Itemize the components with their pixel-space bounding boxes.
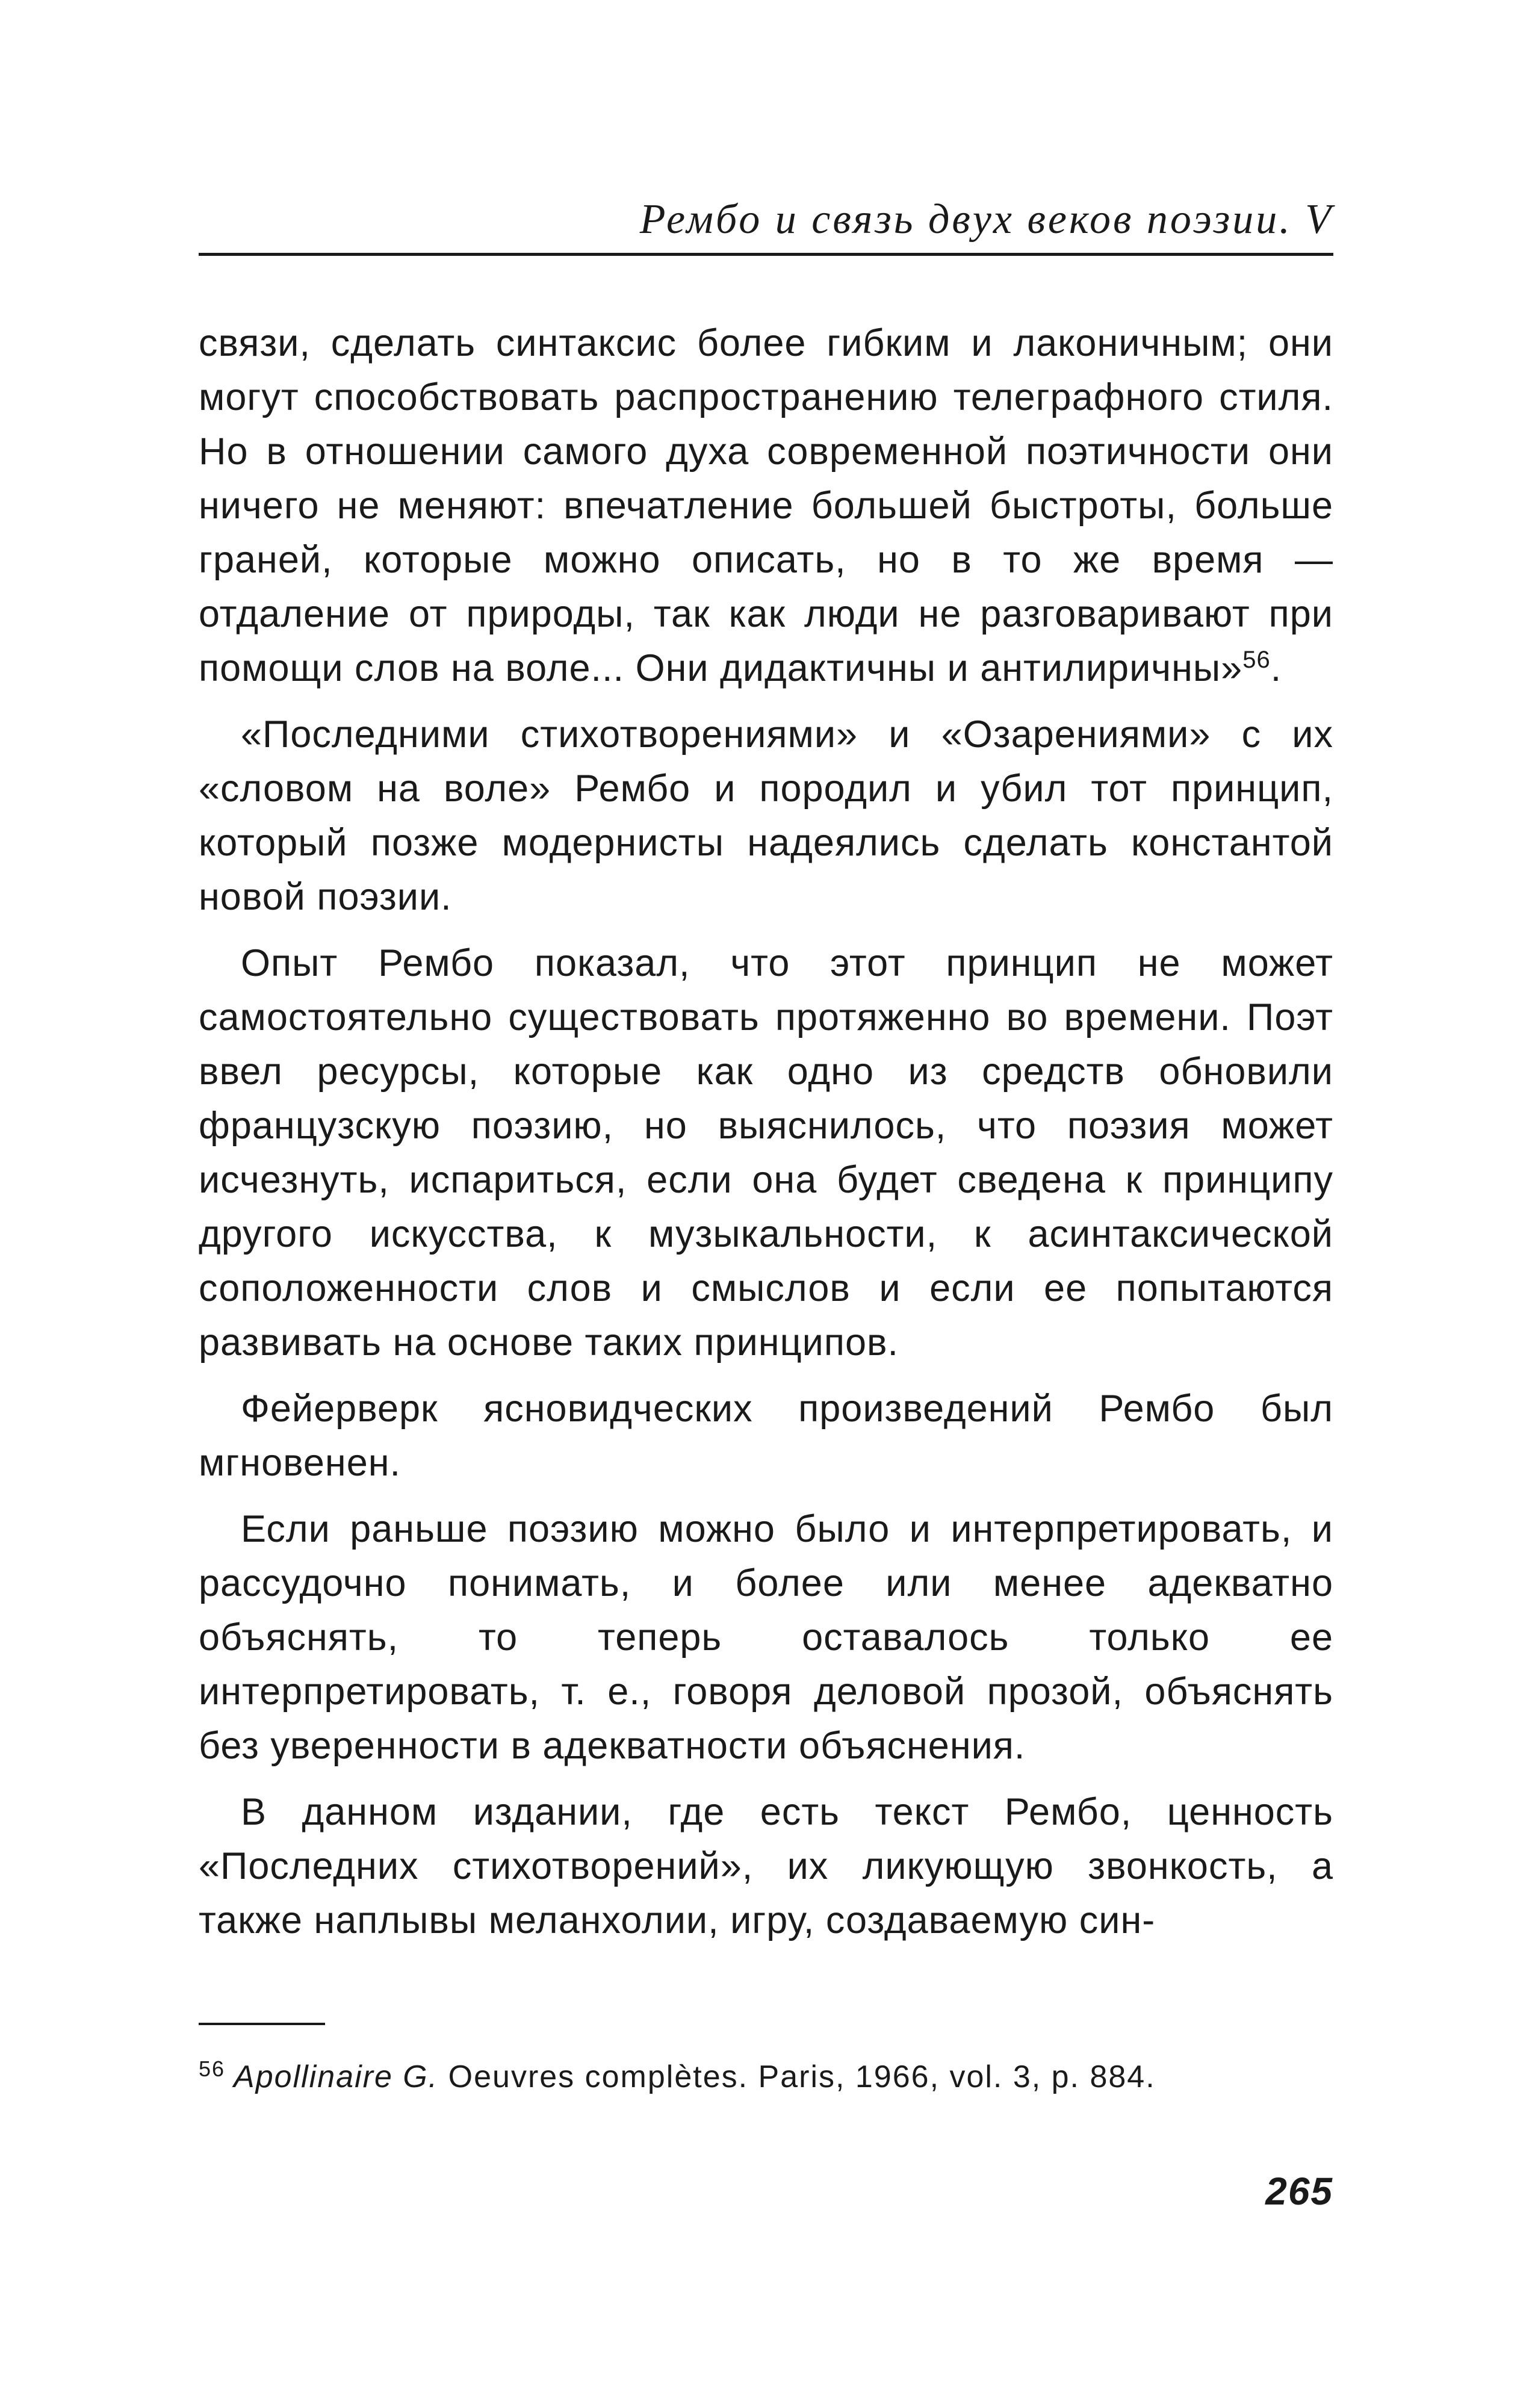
page-number: 265 bbox=[1265, 2170, 1333, 2213]
footnote-author: Apollinaire G. bbox=[234, 2059, 439, 2094]
paragraph-text: Если раньше поэзию можно было и интерпретировать, и рассудочно понимать, и более или менее адекватно объяснять, то теперь оставалось только ее интерпретировать, т. е., говоря деловой прозой, объяснять без уверенности в адекватности объяснения. bbox=[199, 1508, 1333, 1767]
footnote-number: 56 bbox=[199, 2056, 226, 2081]
footnote-citation: Oeuvres complètes. Paris, 1966, vol. 3, p. 884. bbox=[448, 2059, 1156, 2094]
running-title: Рембо и связь двух веков поэзии. V bbox=[639, 196, 1333, 243]
paragraph bbox=[199, 1502, 1333, 1773]
paragraph bbox=[199, 1785, 1333, 1947]
paragraph-text: В данном издании, где есть текст Рембо, ценность «Последних стихотворений», их ликующую звонкость, а также наплывы меланхолии, игру, создаваемую син- bbox=[199, 1791, 1333, 1941]
paragraph bbox=[199, 707, 1333, 924]
footnote bbox=[199, 2056, 1333, 2098]
paragraph-text: «Последними стихотворениями» и «Озарениями» с их «словом на воле» Рембо и породил и убил тот принцип, который позже модернисты надеялись сделать константой новой поэзии. bbox=[199, 713, 1333, 918]
paragraph bbox=[199, 1382, 1333, 1490]
paragraph-text: Фейерверк ясновидческих произведений Рембо был мгновенен. bbox=[199, 1388, 1333, 1484]
footnote-reference: 56 bbox=[1242, 647, 1271, 673]
paragraph-text: Опыт Рембо показал, что этот принцип не может самостоятельно существовать протяженно во времени. Поэт ввел ресурсы, которые как одно из средств обновили французскую поэзию, но выяснилось, что поэзия может исчезнуть, испариться, если она будет сведена к принципу другого искусства, к музыкальности, к асинтаксической соположенности слов и смыслов и если ее попытаются развивать на основе таких принципов. bbox=[199, 942, 1333, 1364]
main-text bbox=[199, 316, 1333, 1960]
book-page bbox=[199, 181, 1333, 2239]
footnote-separator bbox=[199, 2023, 325, 2025]
paragraph-tail: . bbox=[1270, 647, 1282, 689]
header-rule bbox=[199, 253, 1333, 256]
paragraph-text: связи, сделать синтаксис более гибким и лаконичным; они могут способствовать распространению телеграфного стиля. Но в отношении самого духа современной поэтичности они ничего не меняют: впечатление большей быстроты, больше граней, которые можно описать, но в то же время — отдаление от природы, так как люди не разговаривают при помощи слов на воле... Они дидактичны и антилиричны» bbox=[199, 322, 1333, 689]
paragraph bbox=[199, 936, 1333, 1370]
paragraph bbox=[199, 316, 1333, 695]
